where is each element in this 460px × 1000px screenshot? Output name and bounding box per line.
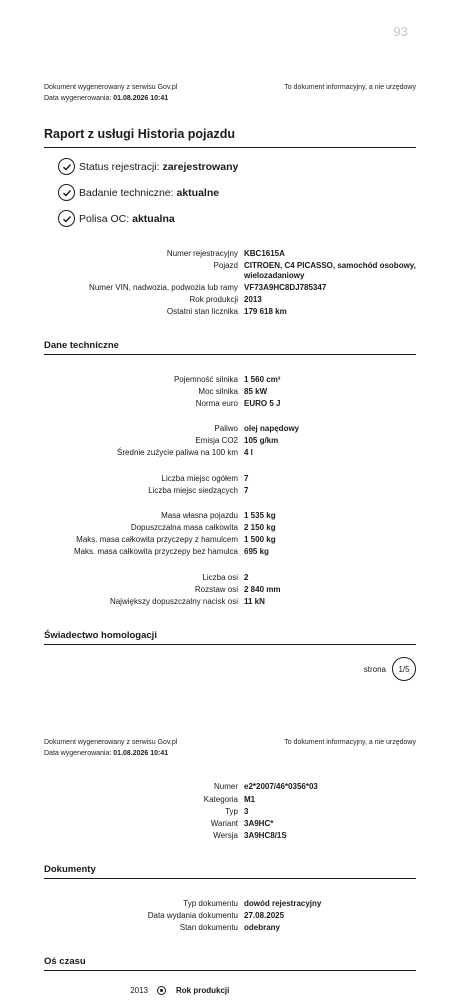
info-value: 179 618 km [244,307,287,316]
info-value: odebrany [244,923,281,932]
info-label: Wariant [210,819,238,828]
info-label: Typ dokumentu [183,899,238,908]
info-value: 105 g/km [244,436,279,445]
info-label: Największy dopuszczalny nacisk osi [109,597,238,606]
info-row [0,547,460,557]
info-row [0,585,460,595]
title-divider [44,147,416,148]
info-value: 3 [244,807,249,816]
info-label: Wersja [213,831,238,840]
info-value: 1 535 kg [244,511,276,520]
info-row [0,911,460,921]
info-value: EURO 5 J [244,399,281,408]
info-label: Maks. masa całkowita przyczepy bez hamulca [73,547,238,556]
header-source: Dokument wygenerowany z serwisu Gov.pl [44,739,178,746]
section-title-tech: Dane techniczne [44,340,119,351]
info-label: Liczba miejsc ogółem [161,474,238,483]
info-label: Data wydania dokumentu [147,911,238,920]
info-row [0,511,460,521]
info-label: Maks. masa całkowita przyczepy z hamulcem [76,535,238,544]
info-label: Numer [213,782,238,791]
report-title: Raport z usługi Historia pojazdu [44,127,235,141]
info-row [0,399,460,409]
info-value: 2013 [244,295,262,304]
info-row [0,782,460,792]
info-row [0,923,460,933]
info-row [0,307,460,317]
pager-indicator[interactable]: 1/5 [392,657,416,681]
timeline-entry [0,986,460,995]
info-label: Masa własna pojazdu [161,511,238,520]
generated-label: Data wygenerowania: [44,95,112,102]
info-value: dowód rejestracyjny [244,899,322,908]
info-value: 7 [244,474,249,483]
section-title-homologation: Świadectwo homologacji [44,630,157,641]
pager [364,657,416,681]
info-row [0,375,460,385]
header-source: Dokument wygenerowany z serwisu Gov.pl [44,84,178,91]
generated-value: 01.08.2026 10:41 [113,750,169,757]
info-value: 3A9HC8/1S [244,831,287,840]
generated-label: Data wygenerowania: [44,750,112,757]
info-row [0,283,460,293]
info-label: Numer VIN, nadwozia, podwozia lub ramy [89,283,238,292]
info-label: Emisja CO2 [195,436,238,445]
header-notice: To dokument informacyjny, a nie urzędowy [284,739,416,746]
page-header-2 [44,737,416,759]
status-value: zarejestrowany [162,160,239,173]
info-row [0,831,460,841]
info-value: 27.08.2025 [244,911,285,920]
info-row [0,573,460,583]
generated-value: 01.08.2026 10:41 [113,95,169,102]
status-value: aktualna [132,212,175,225]
info-row [0,249,460,259]
info-label: Dopuszczalna masa całkowita [130,523,238,532]
info-value: 1 500 kg [244,535,276,544]
status-registration [58,158,238,175]
info-row [0,795,460,805]
info-label: Stan dokumentu [179,923,238,932]
section-divider [44,354,416,355]
info-label: Pojemność silnika [173,375,238,384]
info-label: Typ [225,807,238,816]
info-value: 4 l [244,448,253,457]
pager-label: strona [363,664,386,674]
info-value: VF73A9HC8DJ785347 [244,283,327,292]
timeline-event: Rok produkcji [176,986,230,995]
info-value: KBC1615A [244,249,285,258]
info-label: Rozstaw osi [194,585,238,594]
info-label: Liczba miejsc siedzących [148,486,238,495]
info-row [0,448,460,458]
info-value: 1 560 cm³ [244,375,281,384]
info-row [0,819,460,829]
info-row [0,523,460,533]
info-label: Numer rejestracyjny [166,249,238,258]
info-label: Paliwo [214,424,238,433]
timeline-year: 2013 [130,986,148,995]
info-value: 3A9HC* [244,819,274,828]
info-label: Liczba osi [202,573,238,582]
info-row [0,261,460,281]
info-label: Kategoria [203,795,238,804]
info-value: 2 840 mm [244,585,281,594]
info-row [0,387,460,397]
status-inspection [58,184,219,201]
info-row [0,295,460,305]
info-value: 11 kN [244,597,265,606]
info-row [0,424,460,434]
status-label: Polisa OC: [79,212,130,225]
info-label: Rok produkcji [189,295,238,304]
check-circle-icon [58,210,75,227]
info-value: M1 [244,795,256,804]
info-label: Pojazd [213,261,238,270]
info-value: CITROEN, C4 PICASSO, samochód osobowy, wielozadaniowy [244,261,416,280]
section-title-timeline: Oś czasu [44,956,86,967]
check-circle-icon [58,184,75,201]
page-number: 93 [393,24,408,39]
info-row [0,486,460,496]
page-header-1 [44,82,416,104]
info-value: 2 [244,573,249,582]
info-label: Średnie zużycie paliwa na 100 km [117,448,238,457]
info-row [0,474,460,484]
info-value: 7 [244,486,249,495]
info-row [0,597,460,607]
info-row [0,807,460,817]
info-row [0,436,460,446]
status-value: aktualne [176,186,220,199]
info-label: Ostatni stan licznika [166,307,238,316]
info-value: e2*2007/46*0356*03 [244,782,318,791]
info-value: 695 kg [244,547,269,556]
info-value: olej napędowy [244,424,300,433]
info-row [0,899,460,909]
header-notice: To dokument informacyjny, a nie urzędowy [284,84,416,91]
status-label: Badanie techniczne: [79,186,174,199]
check-circle-icon [58,158,75,175]
timeline-dot-icon [157,986,166,995]
info-value: 2 150 kg [244,523,276,532]
info-label: Moc silnika [198,387,238,396]
info-row [0,535,460,545]
info-label: Norma euro [195,399,238,408]
status-label: Status rejestracji: [79,160,160,173]
section-divider [44,970,416,971]
section-divider [44,644,416,645]
section-title-documents: Dokumenty [44,864,96,875]
info-value: 85 kW [244,387,268,396]
section-divider [44,878,416,879]
status-insurance [58,210,175,227]
